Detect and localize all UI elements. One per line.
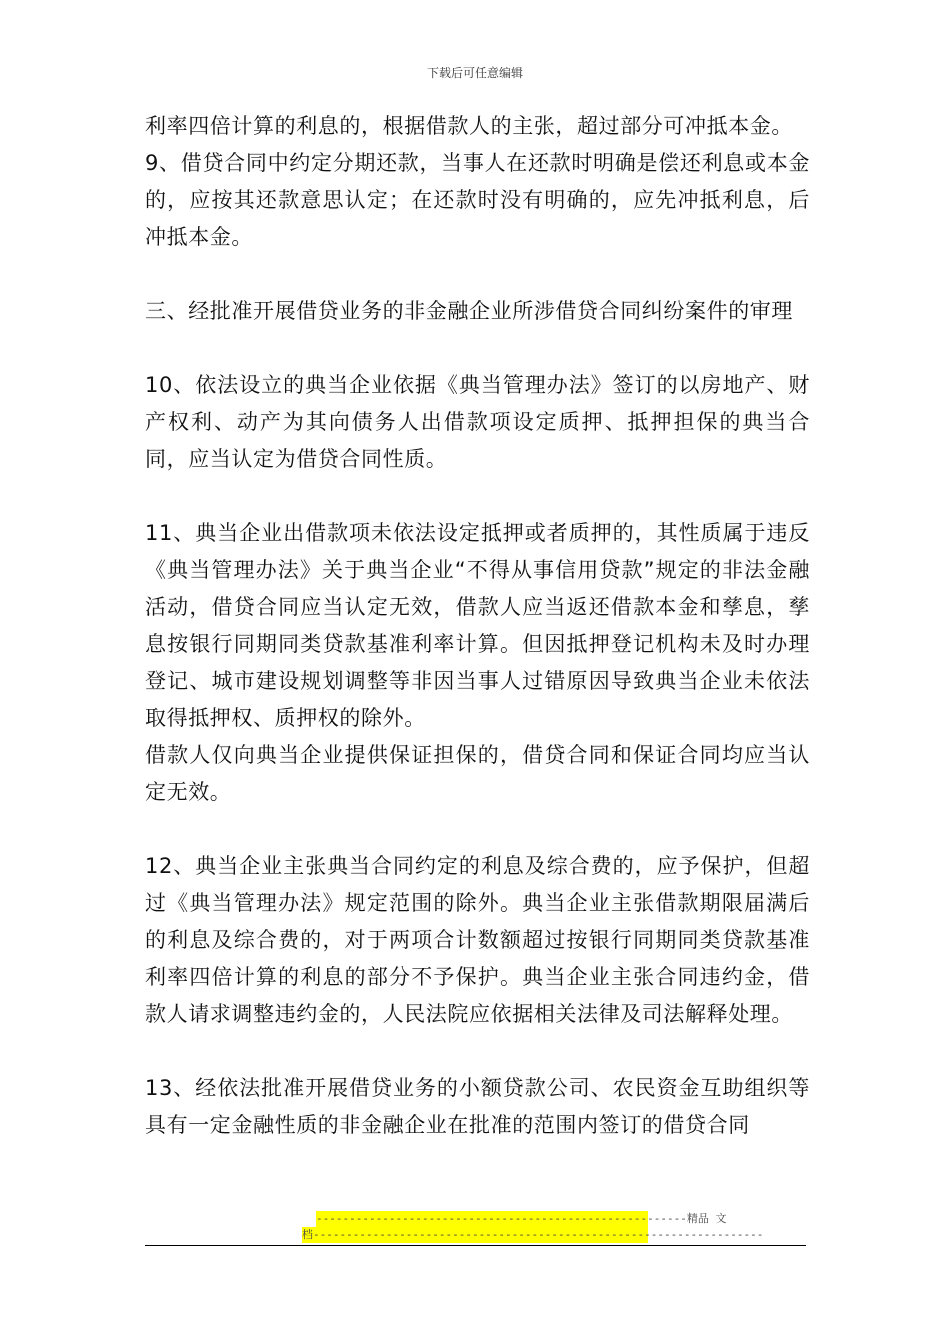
document-body [145,108,810,1144]
footer-watermark-line-1: --------------------------------------------------------精品 文 [316,1212,727,1225]
paragraph-13: 13、经依法批准开展借贷业务的小额贷款公司、农民资金互助组织等具有一定金融性质的非金融企业在批准的范围内签订的借贷合同 [145,1076,810,1137]
paragraph-11-continued: 借款人仅向典当企业提供保证担保的，借贷合同和保证合同均应当认定无效。 [145,743,810,804]
paragraph-1: 利率四倍计算的利息的，根据借款人的主张，超过部分可冲抵本金。 [145,114,793,138]
footer-divider [145,1245,806,1246]
page-header: 下载后可任意编辑 [426,66,523,80]
paragraph-10: 10、依法设立的典当企业依据《典当管理办法》签订的以房地产、财产权利、动产为其向债务人出借款项设定质押、抵押担保的典当合同，应当认定为借贷合同性质。 [145,373,810,471]
paragraph-12: 12、典当企业主张典当合同约定的利息及综合费的，应予保护，但超过《典当管理办法》规定范围的除外。典当企业主张借款期限届满后的利息及综合费的，对于两项合计数额超过按银行同期同类贷款基准利率四倍计算的利息的部分不予保护。典当企业主张合同违约金，借款人请求调整违约金的，人民法院应依据相关法律及司法解释处理。 [145,854,810,1026]
paragraph-11: 11、典当企业出借款项未依法设定抵押或者质押的，其性质属于违反《典当管理办法》关于典当企业“不得从事信用贷款”规定的非法金融活动，借贷合同应当认定无效，借款人应当返还借款本金和孳息，孳息按银行同期同类贷款基准利率计算。但因抵押登记机构未及时办理登记、城市建设规划调整等非因当事人过错原因导致典当企业未依法取得抵押权、质押权的除外。 [145,521,810,730]
footer-watermark-line-2: 档-------------------------------------------------------------------- [302,1228,764,1241]
section-heading: 三、经批准开展借贷业务的非金融企业所涉借贷合同纠纷案件的审理 [145,299,793,323]
paragraph-2: 9、借贷合同中约定分期还款，当事人在还款时明确是偿还利息或本金的，应按其还款意思认定；在还款时没有明确的，应先冲抵利息，后冲抵本金。 [145,151,810,249]
